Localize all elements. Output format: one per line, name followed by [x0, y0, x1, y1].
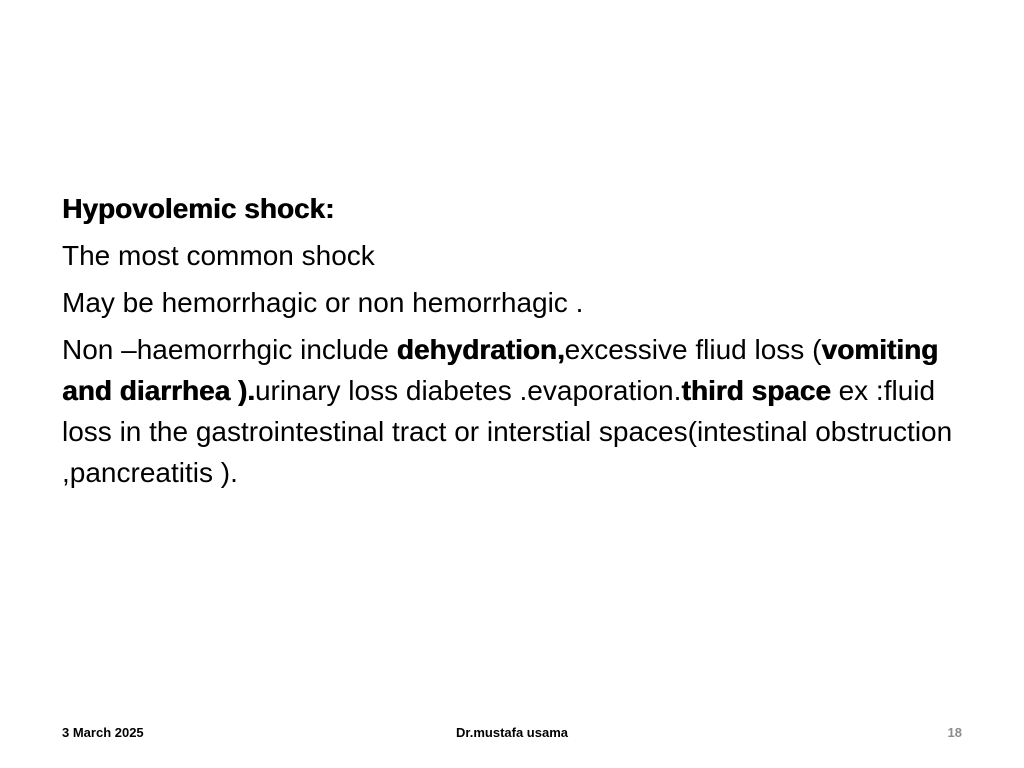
- para-bold-third-space: third space: [681, 375, 831, 406]
- para-bold-vomiting: vomiting and diarrhea ).: [62, 334, 939, 406]
- footer-author: Dr.mustafa usama: [456, 725, 568, 740]
- slide-number: 18: [947, 725, 962, 740]
- para-text-4: ex :fluid loss in the gastrointestinal tract or interstial spaces(intestinal obstruction ,pancreatitis ).: [62, 375, 953, 488]
- para-text-3: urinary loss diabetes .evaporation.: [254, 375, 682, 406]
- slide-heading: Hypovolemic shock:: [62, 193, 335, 224]
- para-text-2: excessive fliud loss (: [564, 334, 822, 365]
- para-text-1: Non –haemorrhgic include: [62, 334, 397, 365]
- text-line-hemorrhagic: May be hemorrhagic or non hemorrhagic .: [62, 287, 584, 318]
- slide-body: [62, 188, 962, 493]
- non-haemorrhagic-paragraph: [62, 329, 962, 493]
- text-line-most-common: The most common shock: [62, 240, 375, 271]
- para-bold-dehydration: dehydration,: [396, 334, 565, 365]
- footer-date: 3 March 2025: [62, 725, 144, 740]
